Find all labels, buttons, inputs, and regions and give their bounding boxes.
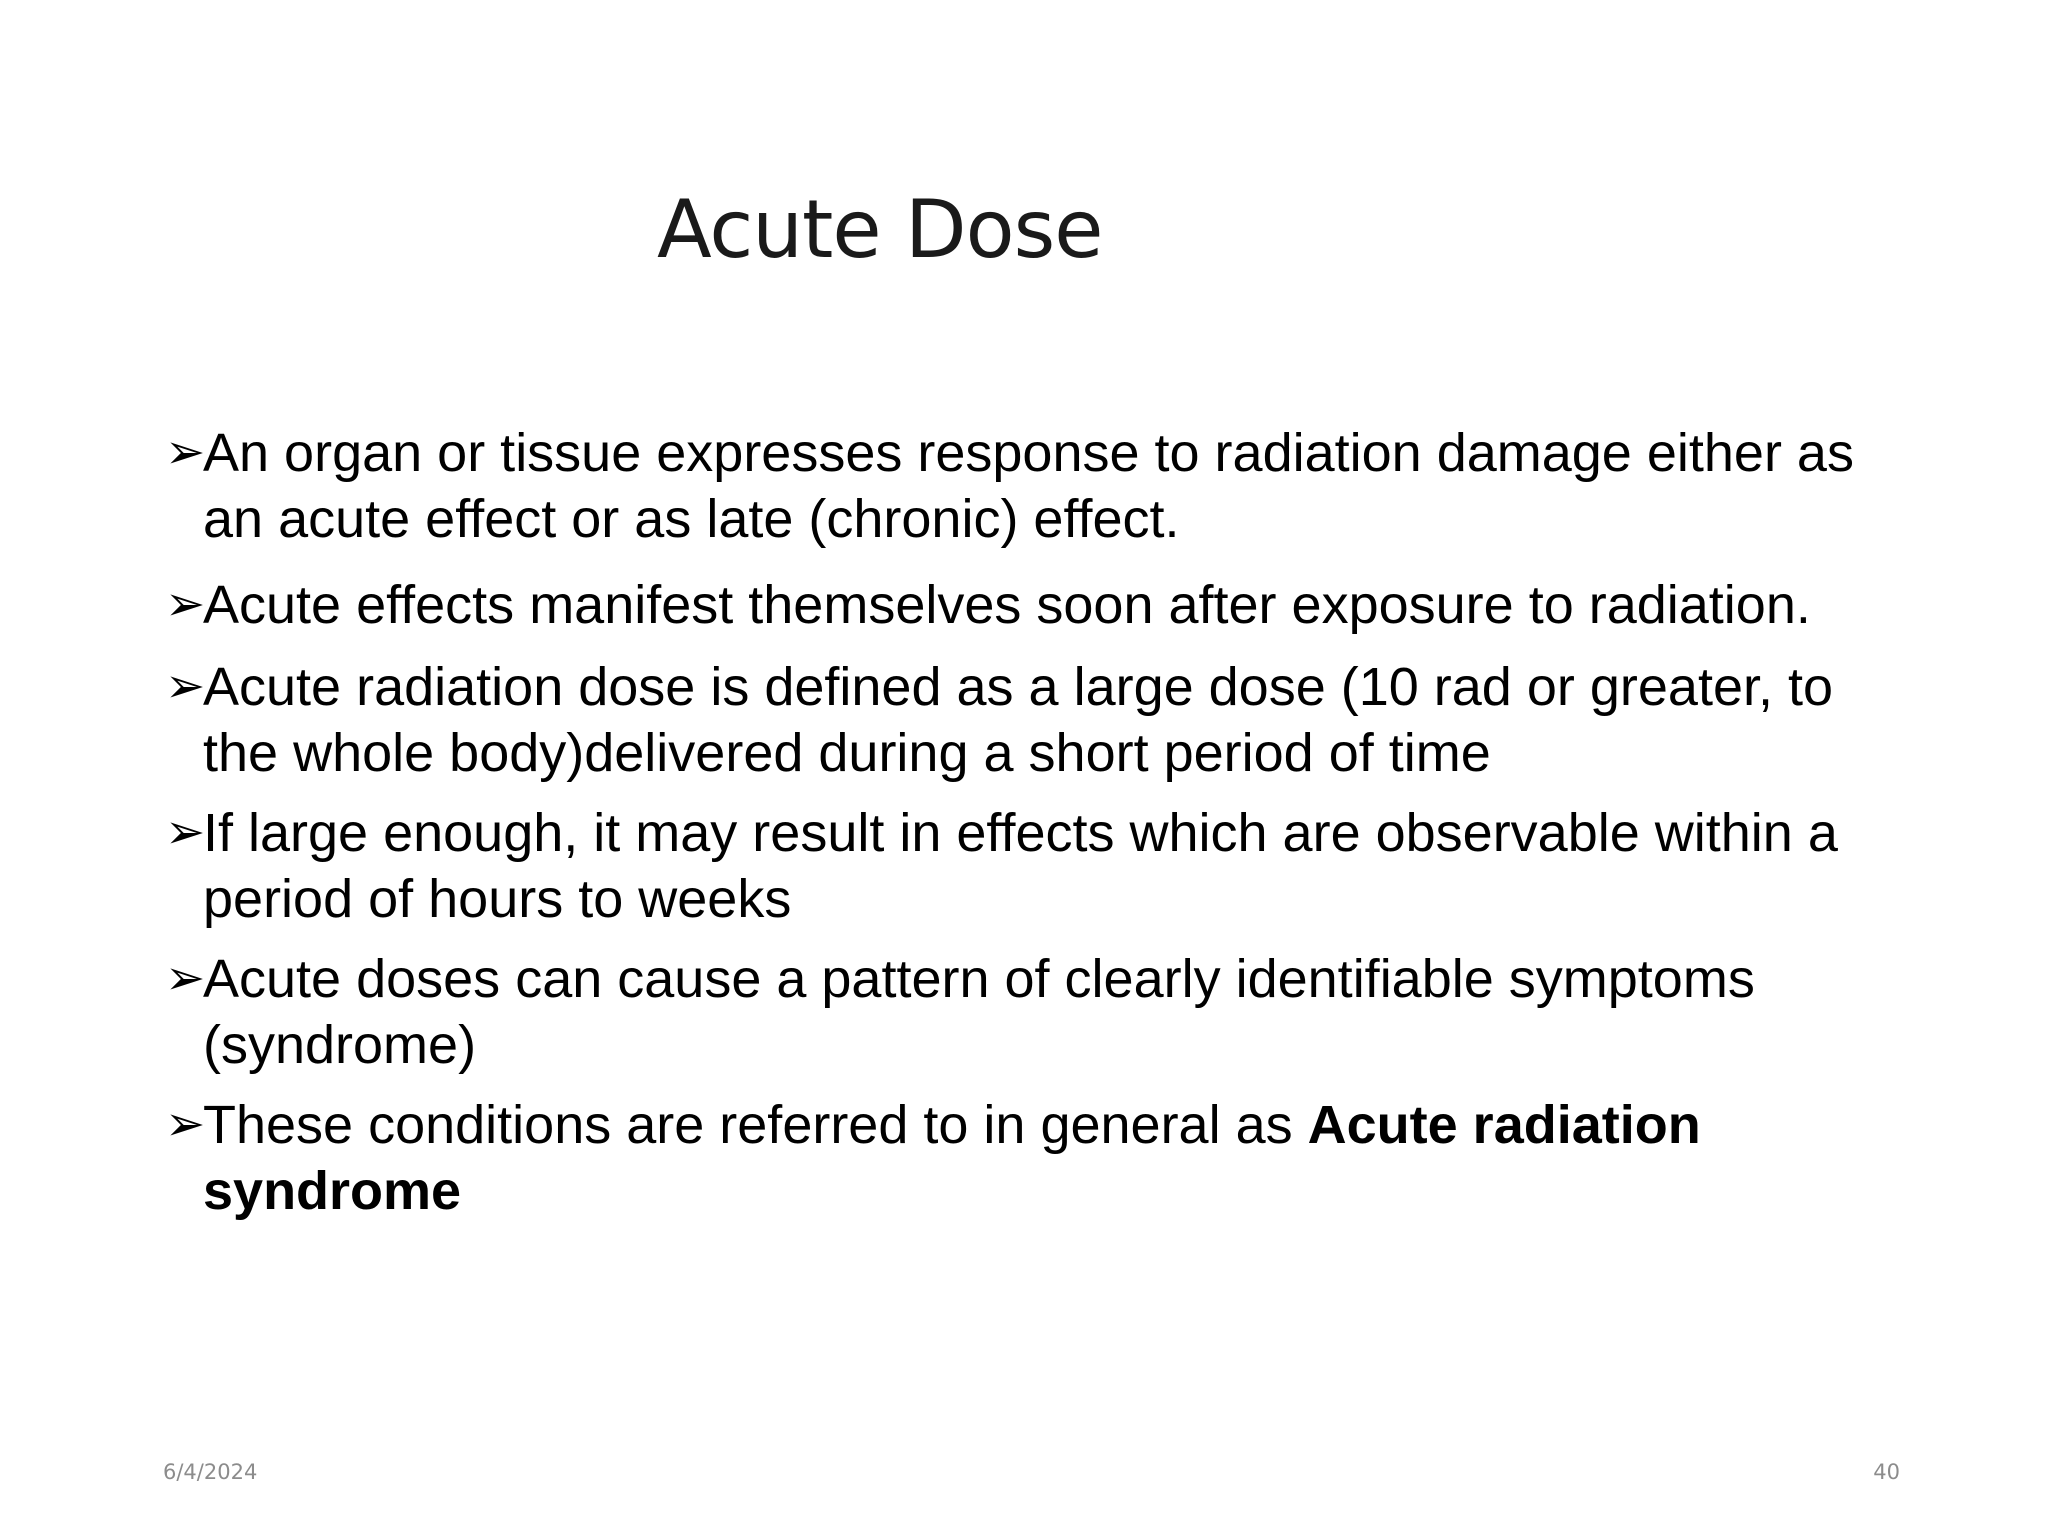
arrow-bullet-icon: ➢ xyxy=(165,1098,206,1151)
bullet-item xyxy=(165,1092,1900,1224)
bullet-list xyxy=(165,420,1900,1224)
bullet-item xyxy=(165,654,1900,786)
arrow-bullet-icon: ➢ xyxy=(165,952,206,1005)
bullet-item xyxy=(165,572,1900,638)
bullet-text: Acute effects manifest themselves soon after exposure to radiation. xyxy=(203,575,1811,635)
bullet-item xyxy=(165,800,1900,932)
bullet-text: Acute doses can cause a pattern of clearly identifiable symptoms (syndrome) xyxy=(203,949,1755,1075)
bullet-text: These conditions are referred to in general as xyxy=(203,1095,1308,1155)
bullet-item xyxy=(165,420,1900,552)
bullet-emphasis: Acute radiation syndrome xyxy=(203,1095,1701,1221)
bullet-text: If large enough, it may result in effects which are observable within a period of hours to weeks xyxy=(203,803,1838,929)
arrow-bullet-icon: ➢ xyxy=(165,806,206,859)
arrow-bullet-icon: ➢ xyxy=(165,578,206,631)
arrow-bullet-icon: ➢ xyxy=(165,660,206,713)
bullet-item xyxy=(165,946,1900,1078)
arrow-bullet-icon: ➢ xyxy=(165,426,206,479)
bullet-text: An organ or tissue expresses response to radiation damage either as an acute effect or as late (chronic) effect. xyxy=(203,423,1854,549)
footer-page-number: 40 xyxy=(1873,1460,1900,1484)
slide-title: Acute Dose xyxy=(657,183,1103,276)
footer-date: 6/4/2024 xyxy=(163,1460,258,1484)
bullet-text: Acute radiation dose is defined as a large dose (10 rad or greater, to the whole body)delivered during a short period of time xyxy=(203,657,1834,783)
